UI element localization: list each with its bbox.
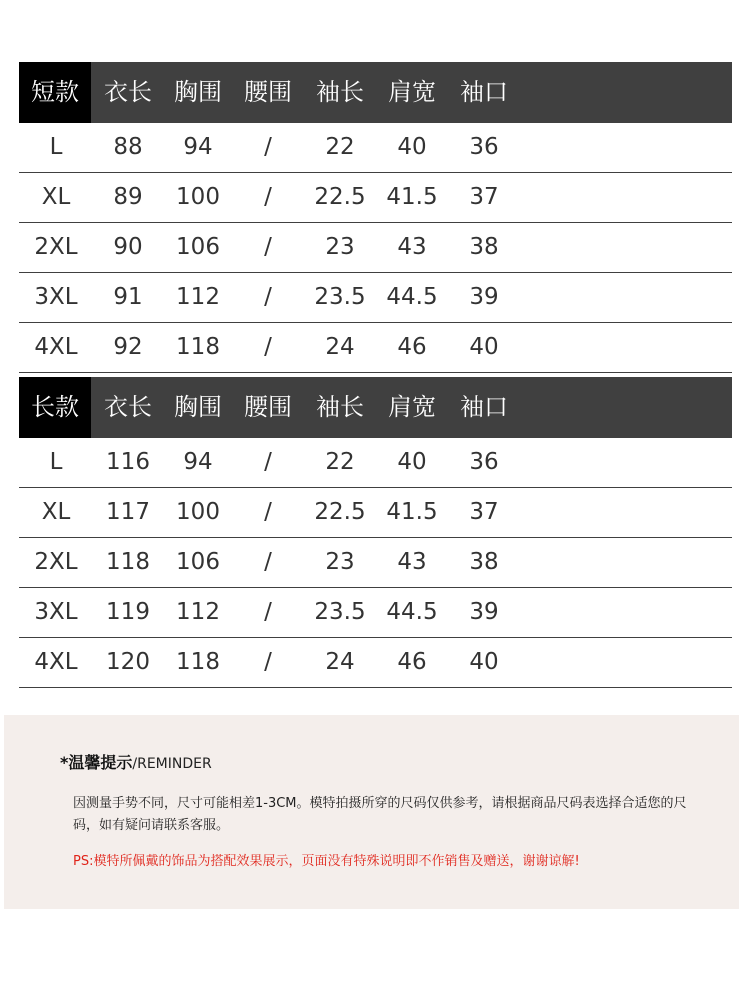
size-table-long	[19, 377, 732, 688]
value-cell: 43	[397, 234, 427, 260]
table-row	[19, 538, 732, 588]
table-row	[19, 488, 732, 538]
value-cell: 36	[469, 449, 499, 475]
table-row	[19, 323, 732, 373]
header-sleeve: 袖长	[316, 393, 364, 421]
reminder-title-cn: *温馨提示	[60, 753, 133, 772]
value-cell: 112	[176, 599, 220, 625]
size-cell: 4XL	[34, 334, 78, 360]
value-cell: /	[264, 184, 272, 210]
value-cell: 41.5	[386, 499, 438, 525]
header-sleeve: 袖长	[316, 78, 364, 106]
value-cell: /	[264, 499, 272, 525]
value-cell: 38	[469, 234, 499, 260]
size-table-short	[19, 62, 732, 373]
value-cell: 22	[325, 134, 355, 160]
value-cell: 100	[176, 499, 220, 525]
value-cell: 88	[113, 134, 143, 160]
value-cell: 37	[469, 184, 499, 210]
reminder-title-en: /REMINDER	[132, 756, 212, 772]
header-shoulder: 肩宽	[388, 78, 436, 106]
value-cell: 117	[106, 499, 150, 525]
value-cell: 106	[176, 234, 220, 260]
value-cell: 100	[176, 184, 220, 210]
header-chest: 胸围	[174, 393, 222, 421]
value-cell: 36	[469, 134, 499, 160]
value-cell: 38	[469, 549, 499, 575]
table-row	[19, 273, 732, 323]
value-cell: 37	[469, 499, 499, 525]
value-cell: 46	[397, 334, 427, 360]
table-row	[19, 588, 732, 638]
value-cell: 91	[113, 284, 143, 310]
value-cell: 40	[397, 134, 427, 160]
value-cell: /	[264, 334, 272, 360]
value-cell: /	[264, 599, 272, 625]
size-cell: L	[49, 134, 63, 160]
size-cell: 3XL	[34, 284, 78, 310]
value-cell: 22.5	[314, 499, 366, 525]
header-cuff: 袖口	[460, 78, 508, 106]
value-cell: 24	[325, 334, 355, 360]
table-row	[19, 438, 732, 488]
header-length: 衣长	[104, 78, 152, 106]
value-cell: 23	[325, 549, 355, 575]
size-cell: XL	[41, 184, 71, 210]
size-cell: XL	[41, 499, 71, 525]
header-cuff: 袖口	[460, 393, 508, 421]
size-cell: 2XL	[34, 234, 78, 260]
table-row	[19, 123, 732, 173]
value-cell: 39	[469, 284, 499, 310]
size-cell: 4XL	[34, 649, 78, 675]
value-cell: 118	[176, 649, 220, 675]
value-cell: 112	[176, 284, 220, 310]
style-label: 短款	[19, 62, 91, 123]
value-cell: 106	[176, 549, 220, 575]
value-cell: /	[264, 134, 272, 160]
value-cell: /	[264, 234, 272, 260]
value-cell: 89	[113, 184, 143, 210]
value-cell: 120	[106, 649, 150, 675]
value-cell: /	[264, 284, 272, 310]
table-row	[19, 638, 732, 688]
value-cell: 41.5	[386, 184, 438, 210]
value-cell: 118	[176, 334, 220, 360]
header-length: 衣长	[104, 393, 152, 421]
value-cell: 44.5	[386, 284, 438, 310]
table-header	[19, 377, 732, 438]
value-cell: 24	[325, 649, 355, 675]
reminder-ps: PS:模特所佩戴的饰品为搭配效果展示，页面没有特殊说明即不作销售及赠送，谢谢谅解!	[73, 854, 580, 869]
reminder-title	[60, 750, 212, 773]
value-cell: 22.5	[314, 184, 366, 210]
size-cell: 2XL	[34, 549, 78, 575]
header-chest: 胸围	[174, 78, 222, 106]
table-row	[19, 223, 732, 273]
value-cell: 92	[113, 334, 143, 360]
value-cell: 116	[106, 449, 150, 475]
reminder-body: 因测量手势不同，尺寸可能相差1-3CM。模特拍摄所穿的尺码仅供参考，请根据商品尺码表选择合适您的尺码，如有疑问请联系客服。	[73, 796, 687, 833]
value-cell: 22	[325, 449, 355, 475]
value-cell: 118	[106, 549, 150, 575]
value-cell: 43	[397, 549, 427, 575]
value-cell: 94	[183, 449, 213, 475]
value-cell: 44.5	[386, 599, 438, 625]
header-waist: 腰围	[244, 393, 292, 421]
value-cell: 94	[183, 134, 213, 160]
value-cell: 23.5	[314, 599, 366, 625]
value-cell: 39	[469, 599, 499, 625]
value-cell: 90	[113, 234, 143, 260]
value-cell: /	[264, 449, 272, 475]
value-cell: /	[264, 649, 272, 675]
value-cell: /	[264, 549, 272, 575]
size-cell: L	[49, 449, 63, 475]
value-cell: 40	[397, 449, 427, 475]
value-cell: 40	[469, 334, 499, 360]
value-cell: 23.5	[314, 284, 366, 310]
header-shoulder: 肩宽	[388, 393, 436, 421]
table-header	[19, 62, 732, 123]
size-cell: 3XL	[34, 599, 78, 625]
value-cell: 23	[325, 234, 355, 260]
value-cell: 46	[397, 649, 427, 675]
value-cell: 119	[106, 599, 150, 625]
style-label: 长款	[19, 377, 91, 438]
reminder-box	[4, 715, 739, 909]
value-cell: 40	[469, 649, 499, 675]
table-row	[19, 173, 732, 223]
header-waist: 腰围	[244, 78, 292, 106]
